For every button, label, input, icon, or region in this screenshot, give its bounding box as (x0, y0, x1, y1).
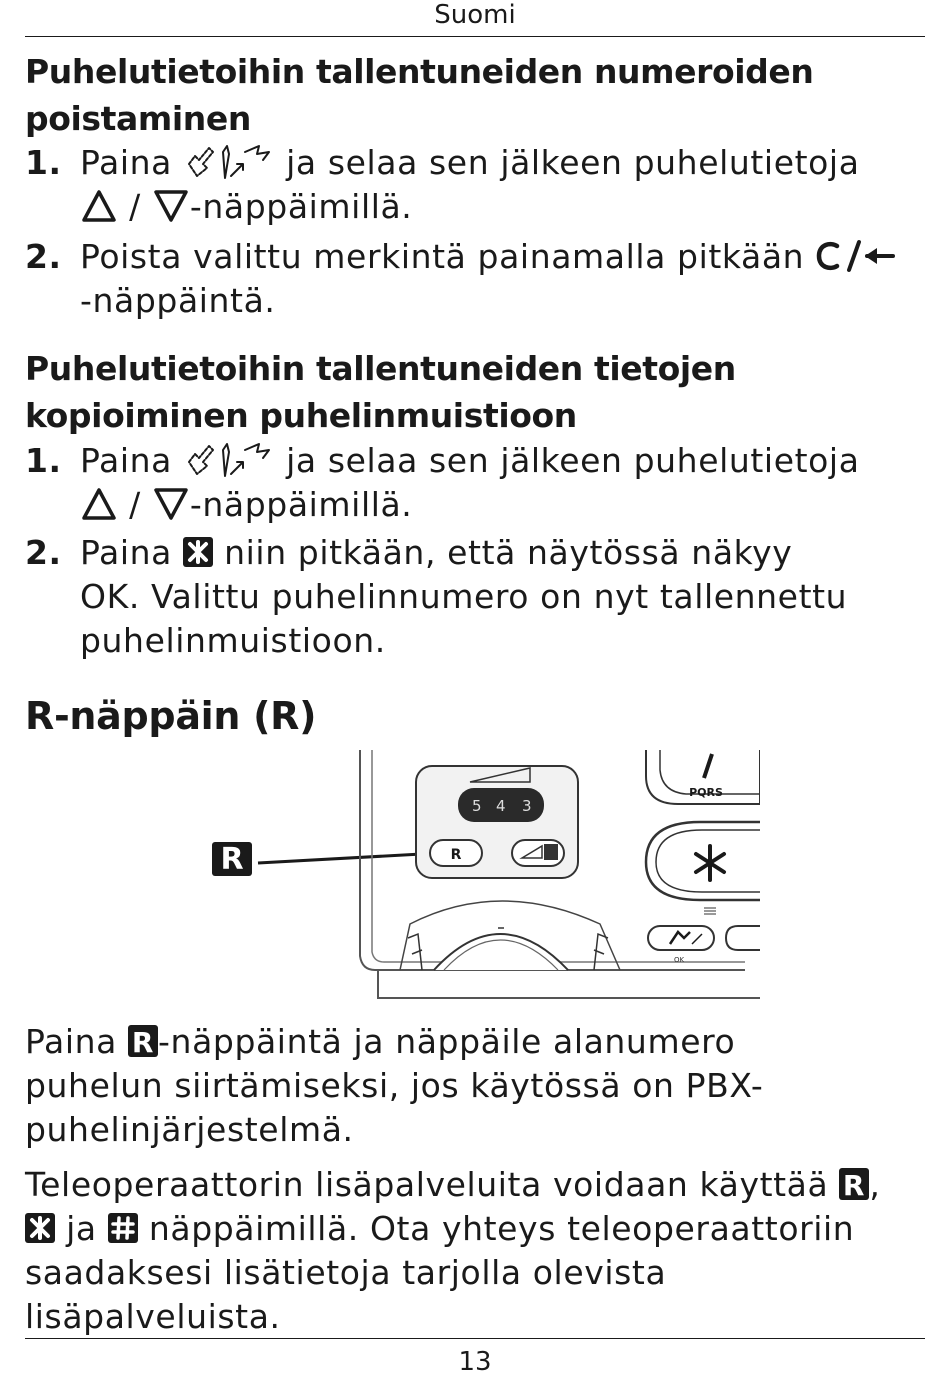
r-button-label: R (450, 847, 462, 863)
para-text-line2: puhelun siirtämiseksi, jos käytössä on PBX- (25, 1066, 764, 1105)
step-number: 2. (25, 237, 62, 276)
step-text: Paina (80, 441, 172, 480)
down-arrow-icon (152, 486, 190, 522)
section-title-copy: Puhelutietoihin tallentuneiden tietojen kopioiminen puhelinmuistioon (25, 349, 736, 435)
step-text: Paina (80, 143, 172, 182)
step-text: Poista valittu merkintä painamalla pitkään (80, 237, 805, 276)
footer-rule (25, 1338, 925, 1339)
step-text-line2: OK. Valittu puhelinnumero on nyt tallennettu (80, 577, 848, 616)
page-header-language: Suomi (434, 0, 516, 30)
para-ja: ja (66, 1209, 97, 1248)
header-rule (25, 36, 925, 37)
para-text-line3: puhelinjärjestelmä. (25, 1110, 354, 1149)
step-1-delete (25, 141, 905, 229)
volume-digit: 5 (472, 797, 482, 815)
arrow-separator: / (129, 187, 141, 226)
step-text-tail: -näppäintä. (80, 281, 276, 320)
step-2-delete (25, 235, 905, 323)
step-text: Paina (80, 533, 172, 572)
step-text-post: niin pitkään, että näytössä näkyy (224, 533, 793, 572)
r-key-glyph: R (843, 1168, 866, 1200)
volume-digit: 4 (496, 797, 506, 815)
step-number: 2. (25, 533, 62, 572)
page-number: 13 (458, 1347, 492, 1377)
callout-line (258, 853, 440, 863)
section-title-delete: Puhelutietoihin tallentuneiden numeroiden poistaminen (25, 52, 814, 138)
para-comma: , (869, 1165, 881, 1204)
step-number: 1. (25, 143, 62, 182)
r-key-glyph: R (131, 1025, 155, 1057)
step-1-copy (25, 439, 905, 527)
r-callout-label: R (220, 842, 244, 877)
step-text-line3: puhelinmuistioon. (80, 621, 386, 660)
call-log-button[interactable] (648, 926, 714, 950)
para-text-post: -näppäintä ja näppäile alanumero (158, 1022, 736, 1061)
star-key-icon (183, 537, 213, 567)
hash-key-icon (108, 1213, 138, 1243)
para-text: Teleoperaattorin lisäpalveluita voidaan käyttää (25, 1165, 829, 1204)
step-text-tail: -näppäimillä. (189, 485, 413, 524)
down-arrow-icon (152, 188, 190, 224)
volume-digit: 3 (522, 797, 532, 815)
call-log-icon (183, 440, 275, 480)
section-title-r-key: R-näppäin (R) (25, 694, 317, 738)
step-text-post: ja selaa sen jälkeen puhelutietoja (286, 441, 860, 480)
arrow-separator: / (129, 485, 141, 524)
step-2-copy (25, 531, 905, 663)
step-number: 1. (25, 441, 62, 480)
up-arrow-icon (80, 188, 118, 224)
para-text-line3: saadaksesi lisätietoja tarjolla olevista (25, 1253, 667, 1292)
step-text-post: ja selaa sen jälkeen puhelutietoja (286, 143, 860, 182)
up-arrow-icon (80, 486, 118, 522)
pqrs-label: PQRS (689, 786, 723, 799)
para-text: Paina (25, 1022, 117, 1061)
para-text-line2: näppäimillä. Ota yhteys teleoperaattoriin (148, 1209, 855, 1248)
phone-illustration (200, 748, 760, 1006)
star-key-icon (25, 1213, 55, 1243)
step-text-tail: -näppäimillä. (189, 187, 413, 226)
paragraph-operator-services (25, 1163, 925, 1339)
clear-back-icon (815, 238, 897, 274)
para-text-line4: lisäpalveluista. (25, 1297, 281, 1336)
r-key-icon (839, 1168, 869, 1200)
ok-label: OK (674, 956, 685, 964)
call-log-icon (183, 142, 275, 182)
r-key-icon (128, 1025, 158, 1057)
paragraph-r-key-usage (25, 1020, 925, 1152)
